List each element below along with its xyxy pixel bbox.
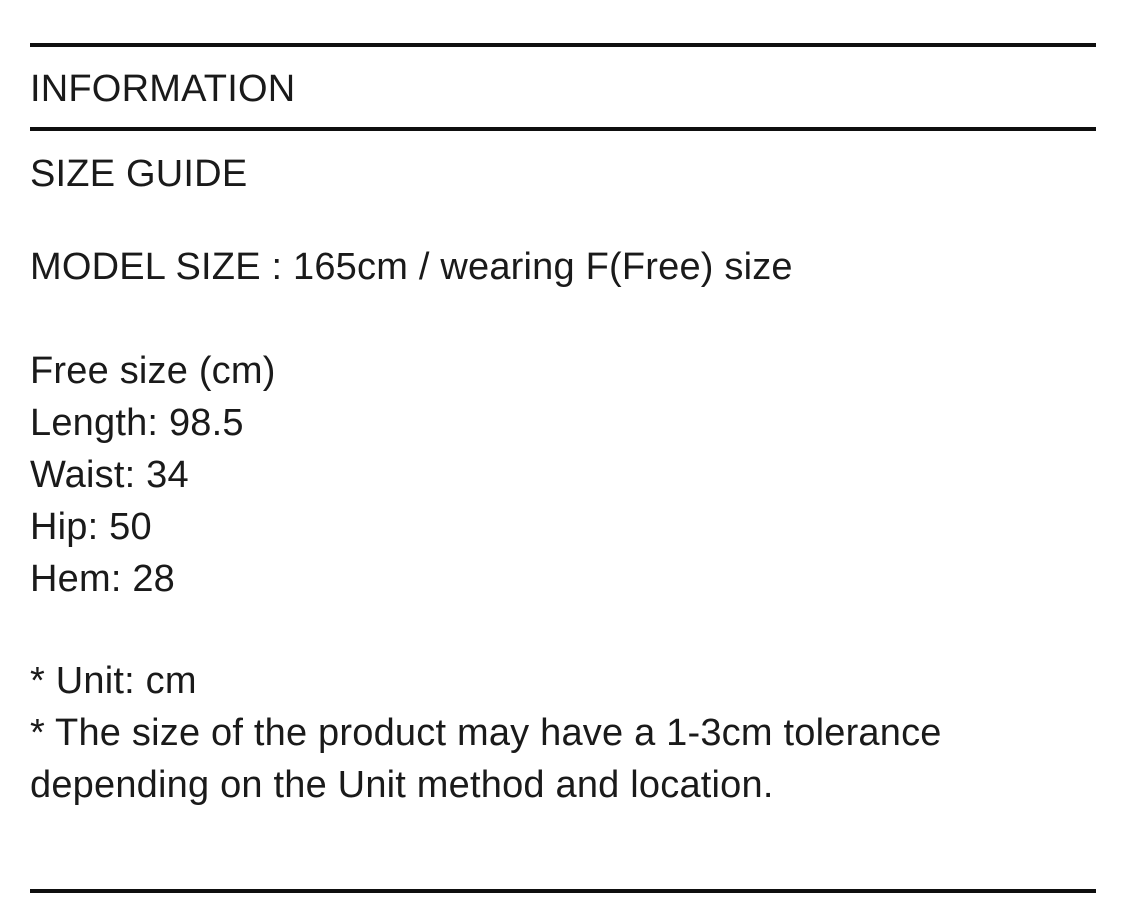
measurements-block — [30, 345, 1096, 605]
measurement-hip: Hip: 50 — [30, 506, 152, 548]
measurement-hem: Hem: 28 — [30, 558, 176, 600]
top-divider — [30, 43, 1096, 47]
title-divider — [30, 127, 1096, 131]
model-size-line: MODEL SIZE : 165cm / wearing F(Free) size — [30, 246, 793, 288]
notes-block — [30, 655, 1096, 811]
note-tolerance: * The size of the product may have a 1-3cm tolerance depending on the Unit method and location. — [30, 712, 942, 806]
size-guide-title: SIZE GUIDE — [30, 153, 248, 195]
section-title: INFORMATION — [30, 68, 296, 110]
measurement-waist: Waist: 34 — [30, 454, 189, 496]
note-unit: * Unit: cm — [30, 660, 197, 702]
measurement-length: Length: 98.5 — [30, 402, 244, 444]
bottom-divider — [30, 889, 1096, 893]
size-label: Free size (cm) — [30, 350, 276, 392]
